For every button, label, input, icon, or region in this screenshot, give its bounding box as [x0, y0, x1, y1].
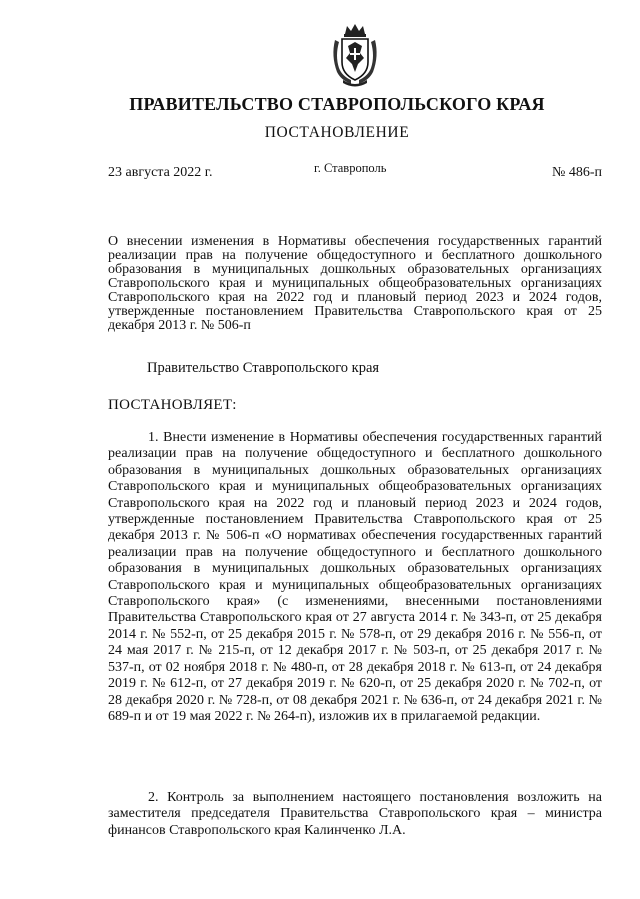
preamble: Правительство Ставропольского края	[147, 360, 380, 376]
document-type: ПОСТАНОВЛЕНИЕ	[264, 124, 410, 141]
government-title: ПРАВИТЕЛЬСТВО СТАВРОПОЛЬСКОГО КРАЯ	[129, 94, 545, 114]
coat-of-arms-icon	[329, 22, 381, 88]
paragraph-1: 1. Внести изменение в Нормативы обеспечения государственных гарантий реализации прав на получение общедоступного и бесплатного дошкольного образования в муниципальных дошкольных образовательных организациях Ставропольского края и муниципальных общеобразовательных организациях Ставропольского края на 2022 год и плановый период 2023 и 2024 годов, утвержденные постановлением Правительства Ставропольского края от 25 декабря 2013 г. № 506-п «О нормативах обеспечения государственных гарантий реализации прав на получение общедоступного и бесплатного дошкольного образования в муниципальных дошкольных образовательных организациях Ставропольского края и муниципальных общеобразовательных организациях Ставропольского края» (с изменениями, внесенными постановлениями Правительства Ставропольского края от 27 августа 2014 г. № 343-п, от 25 декабря 2014 г. № 552-п, от 25 декабря 2015 г. № 578-п, от 29 декабря 2016 г. № 556-п, от 24 мая 2017 г. № 215-п, от 12 декабря 2017 г. № 503-п, от 25 декабря 2017 г. № 537-п, от 02 ноября 2018 г. № 480-п, от 28 декабря 2018 г. № 613-п, от 24 декабря 2019 г. № 612-п, от 27 декабря 2019 г. № 620-п, от 25 декабря 2020 г. № 702-п, от 28 декабря 2020 г. № 728-п, от 08 декабря 2021 г. № 636-п, от 24 декабря 2021 г. № 689-п и от 19 мая 2022 г. № 264-п), изложив их в прилагаемой редакции.	[108, 430, 602, 724]
document-city: г. Ставрополь	[314, 161, 387, 175]
document-date: 23 августа 2022 г.	[108, 165, 213, 180]
paragraph-2: 2. Контроль за выполнением настоящего постановления возложить на заместителя председателя Правительства Ставропольского края – министра финансов Ставропольского края Калинченко Л.А.	[108, 790, 602, 838]
document-number: № 486-п	[551, 165, 602, 180]
decree-heading: ПОСТАНОВЛЯЕТ:	[108, 397, 237, 413]
document-subject: О внесении изменения в Нормативы обеспечения государственных гарантий реализации прав на получение общедоступного и бесплатного дошкольного образования в муниципальных дошкольных образовательных организациях Ставропольского края и муниципальных общеобразовательных организациях Ставропольского края на 2022 год и плановый период 2023 и 2024 годов, утвержденные постановлением Правительства Ставропольского края от 25 декабря 2013 г. № 506-п	[108, 234, 602, 333]
